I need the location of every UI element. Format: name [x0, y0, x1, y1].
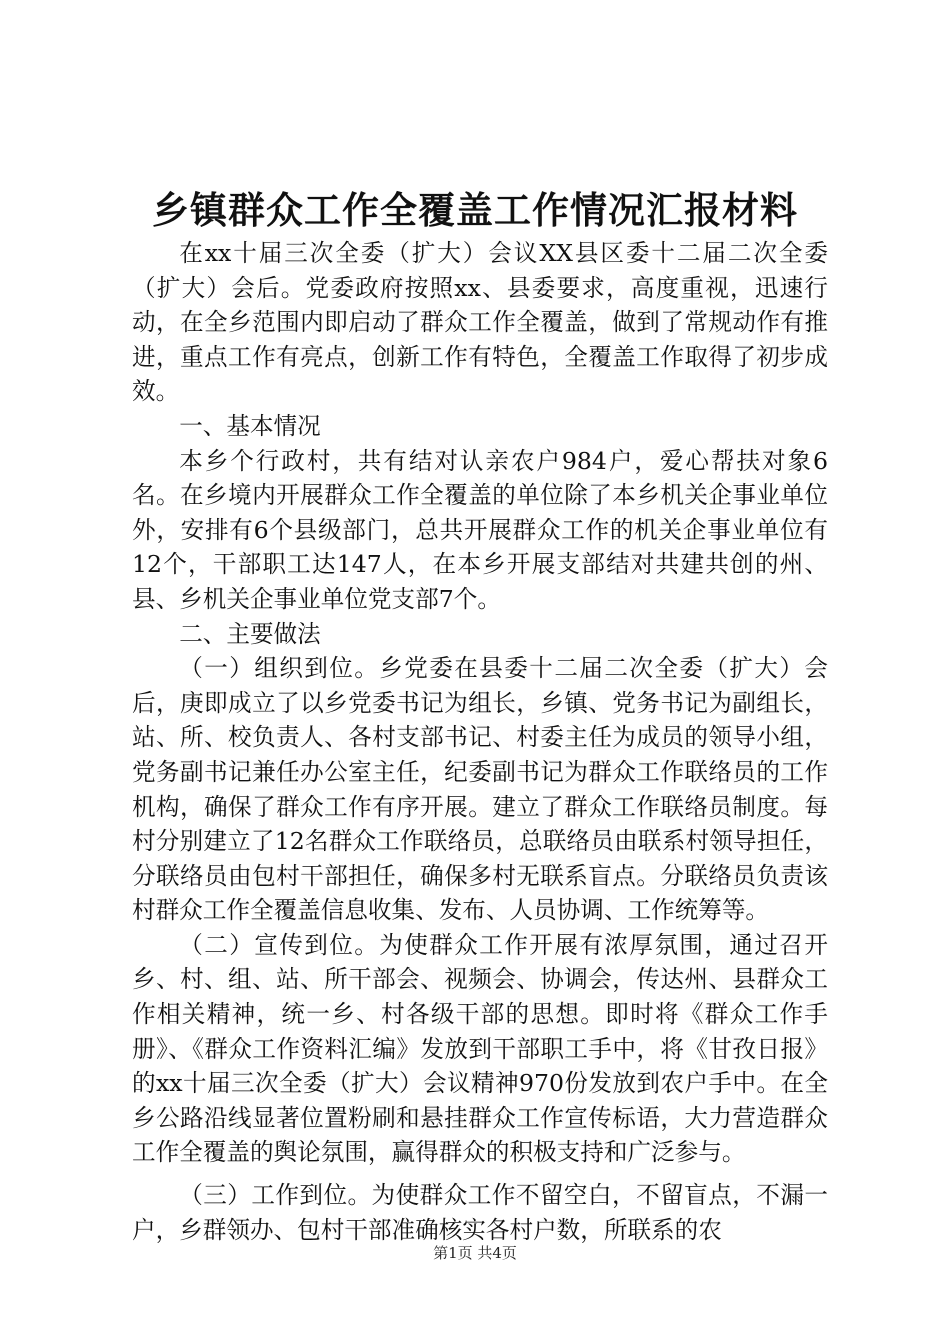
document-title: 乡镇群众工作全覆盖工作情况汇报材料 [152, 188, 798, 232]
section-heading-basic-situation: 一、基本情况 [179, 411, 321, 440]
publicity-paragraph: （二）宣传到位。为使群众工作开展有浓厚氛围，通过召开乡、村、组、站、所干部会、视频会、协调会，传达州、县群众工作相关精神，统一乡、村各级干部的思想。即时将《群众工作手册》、《群众工作资料汇编》发放到干部职工手中，将《甘孜日报》的xx十届三次全委（扩大）会议精神970份发放到农户手中。在全乡公路沿线显著位置粉刷和悬挂群众工作宣传标语，大力营造群众工作全覆盖的舆论氛围，赢得群众的积极支持和广泛参与。 [132, 930, 828, 1167]
page-footer: 第1页 共4页 [433, 1244, 517, 1262]
document-body [132, 236, 828, 1247]
intro-paragraph: 在xx十届三次全委（扩大）会议XX县区委十二届二次全委（扩大）会后。党委政府按照xx、县委要求，高度重视，迅速行动，在全乡范围内即启动了群众工作全覆盖，做到了常规动作有推进，重点工作有亮点，创新工作有特色，全覆盖工作取得了初步成效。 [132, 239, 828, 406]
organization-paragraph: （一）组织到位。乡党委在县委十二届二次全委（扩大）会后，庚即成立了以乡党委书记为组长，乡镇、党务书记为副组长，站、所、校负责人、各村支部书记、村委主任为成员的领导小组，党务副书记兼任办公室主任，纪委副书记为群众工作联络员的工作机构，确保了群众工作有序开展。建立了群众工作联络员制度。每村分别建立了12名群众工作联络员，总联络员由联系村领导担任，分联络员由包村干部担任，确保多村无联系盲点。分联络员负责该村群众工作全覆盖信息收集、发布、人员协调、工作统筹等。 [132, 654, 828, 925]
section-heading-main-practices: 二、主要做法 [179, 619, 321, 648]
basic-situation-paragraph: 本乡个行政村，共有结对认亲农户984户，爱心帮扶对象6名。在乡境内开展群众工作全覆盖的单位除了本乡机关企事业单位外，安排有6个县级部门，总共开展群众工作的机关企事业单位有12个，干部职工达147人，在本乡开展支部结对共建共创的州、县、乡机关企事业单位党支部7个。 [132, 446, 828, 613]
work-paragraph: （三）工作到位。为使群众工作不留空白，不留盲点，不漏一户，乡群领办、包村干部准确核实各村户数，所联系的农 [132, 1181, 828, 1244]
